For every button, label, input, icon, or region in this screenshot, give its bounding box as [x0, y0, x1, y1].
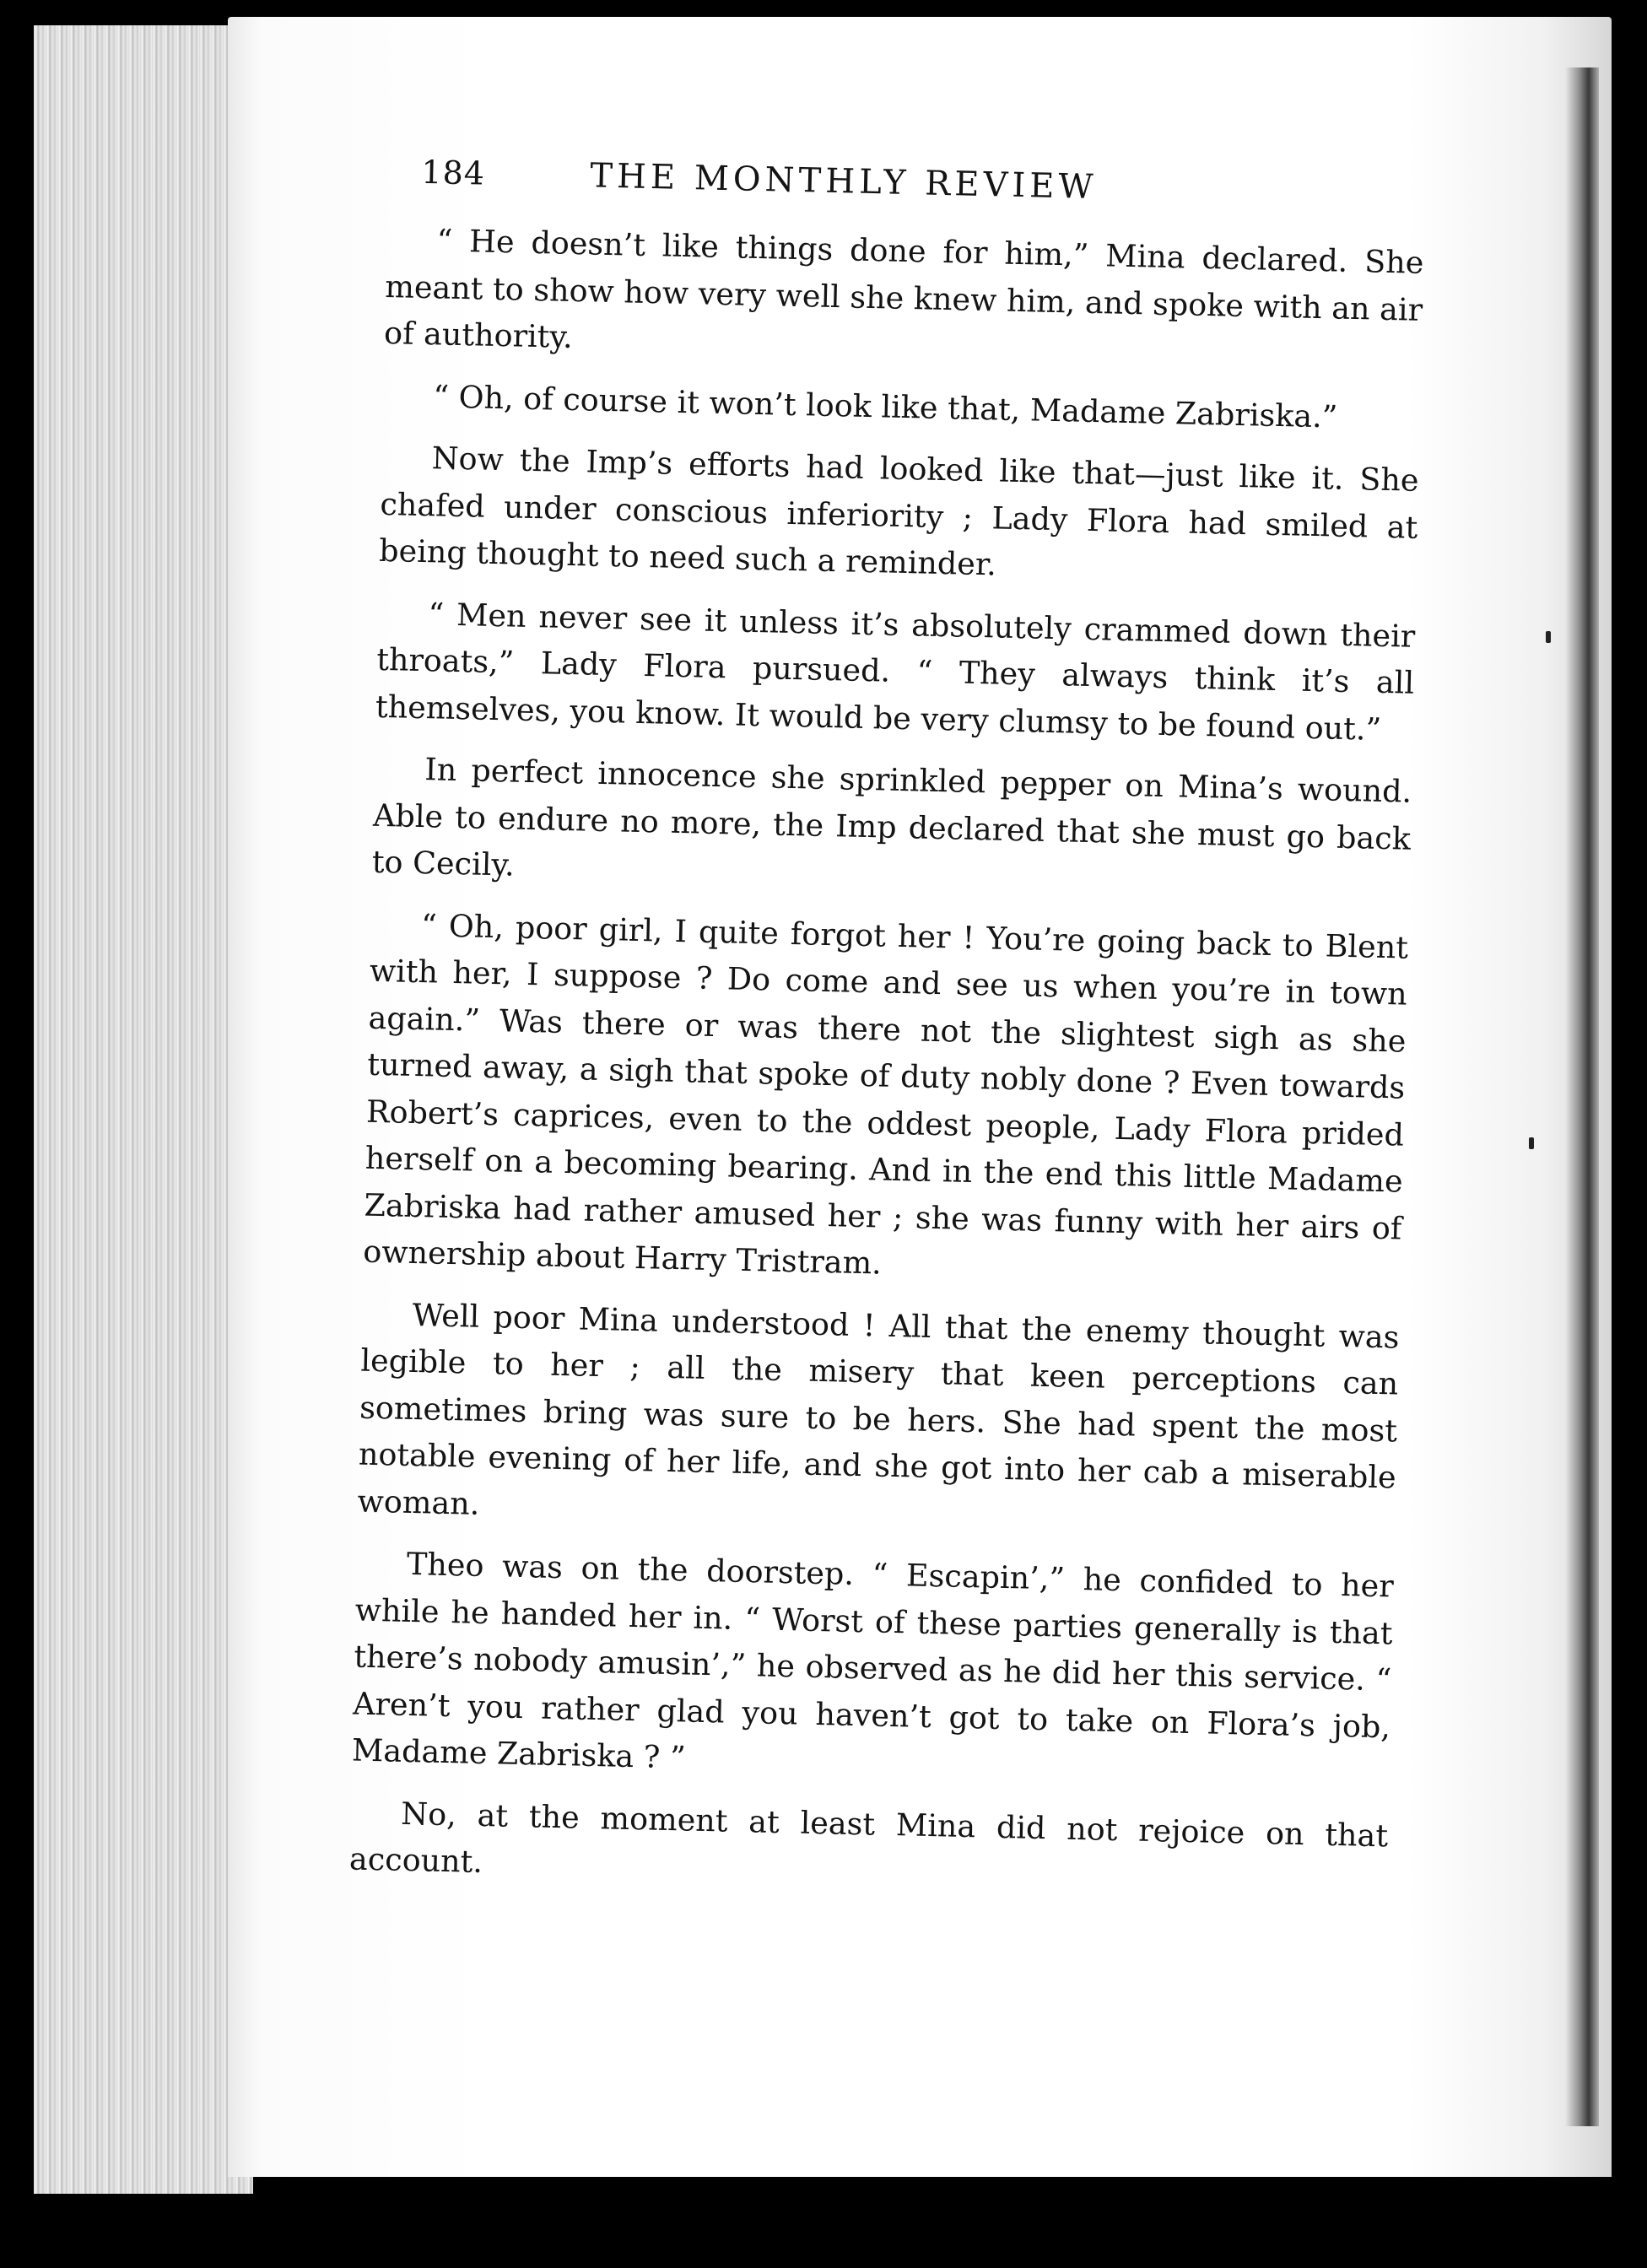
page-number: 184	[420, 153, 486, 192]
page-fold-shadow	[1565, 68, 1599, 2126]
text-block	[348, 152, 1425, 1906]
paragraph: Now the Imp’s efforts had looked like that—just like it. She chafed under conscious inferiority ; Lady Flora had smiled at being thought to need such a reminder.	[378, 440, 1419, 583]
paragraph: Well poor Mina understood ! All that the enemy thought was legible to her ; all the misery that keen perceptions can sometimes bring was sure to be hers. She had spent the most notable evening of her life, and she got into her cab a miserable woman.	[357, 1296, 1400, 1522]
paragraph: “ Men never see it unless it’s absolutely crammed down their throats,” Lady Flora pursued. “ They always think it’s all themselves, you know. It would be very clumsy to be found out.”	[375, 595, 1416, 748]
journal-title: THE MONTHLY REVIEW	[589, 156, 1099, 208]
book-page-edges	[34, 25, 253, 2194]
paragraph: “ He doesn’t like things done for him,” Mina declared. She meant to show how very well she knew him, and spoke with an air of authority.	[383, 222, 1424, 356]
paragraph: “ Oh, poor girl, I quite forgot her ! You’re going back to Blent with her, I suppose ? Do come and see us when you’re in town again.” Was there or was there not the slightest sigh as she turned away, a sigh that spoke of duty nobly done ? Even towards Robert’s caprices, even to the oddest people, Lady Flora prided herself on a becoming bearing. And in the end this little Madame Zabriska had rather amused her ; she was funny with her airs of ownership about Harry Tristram.	[362, 906, 1409, 1282]
scan-speck	[1546, 631, 1551, 643]
paragraph: No, at the moment at least Mina did not rejoice on that account.	[348, 1795, 1389, 1881]
paragraph: Theo was on the doorstep. “ Escapin’,” he confided to her while he handed her in. “ Worst of these parties generally is that there’s nobody amusin’,” he observed as he did her this service. “ Aren’t you rather glad you haven’t got to take on Flora’s job, Madame Zabriska ? ”	[351, 1545, 1395, 1776]
paragraph: “ Oh, of course it won’t look like that, Madame Zabriska.”	[432, 377, 1338, 435]
paragraph: In perfect innocence she sprinkled pepper on Mina’s wound. Able to endure no more, the Imp declared that she must go back to Cecily.	[371, 751, 1412, 883]
scan-speck	[1529, 1137, 1534, 1149]
